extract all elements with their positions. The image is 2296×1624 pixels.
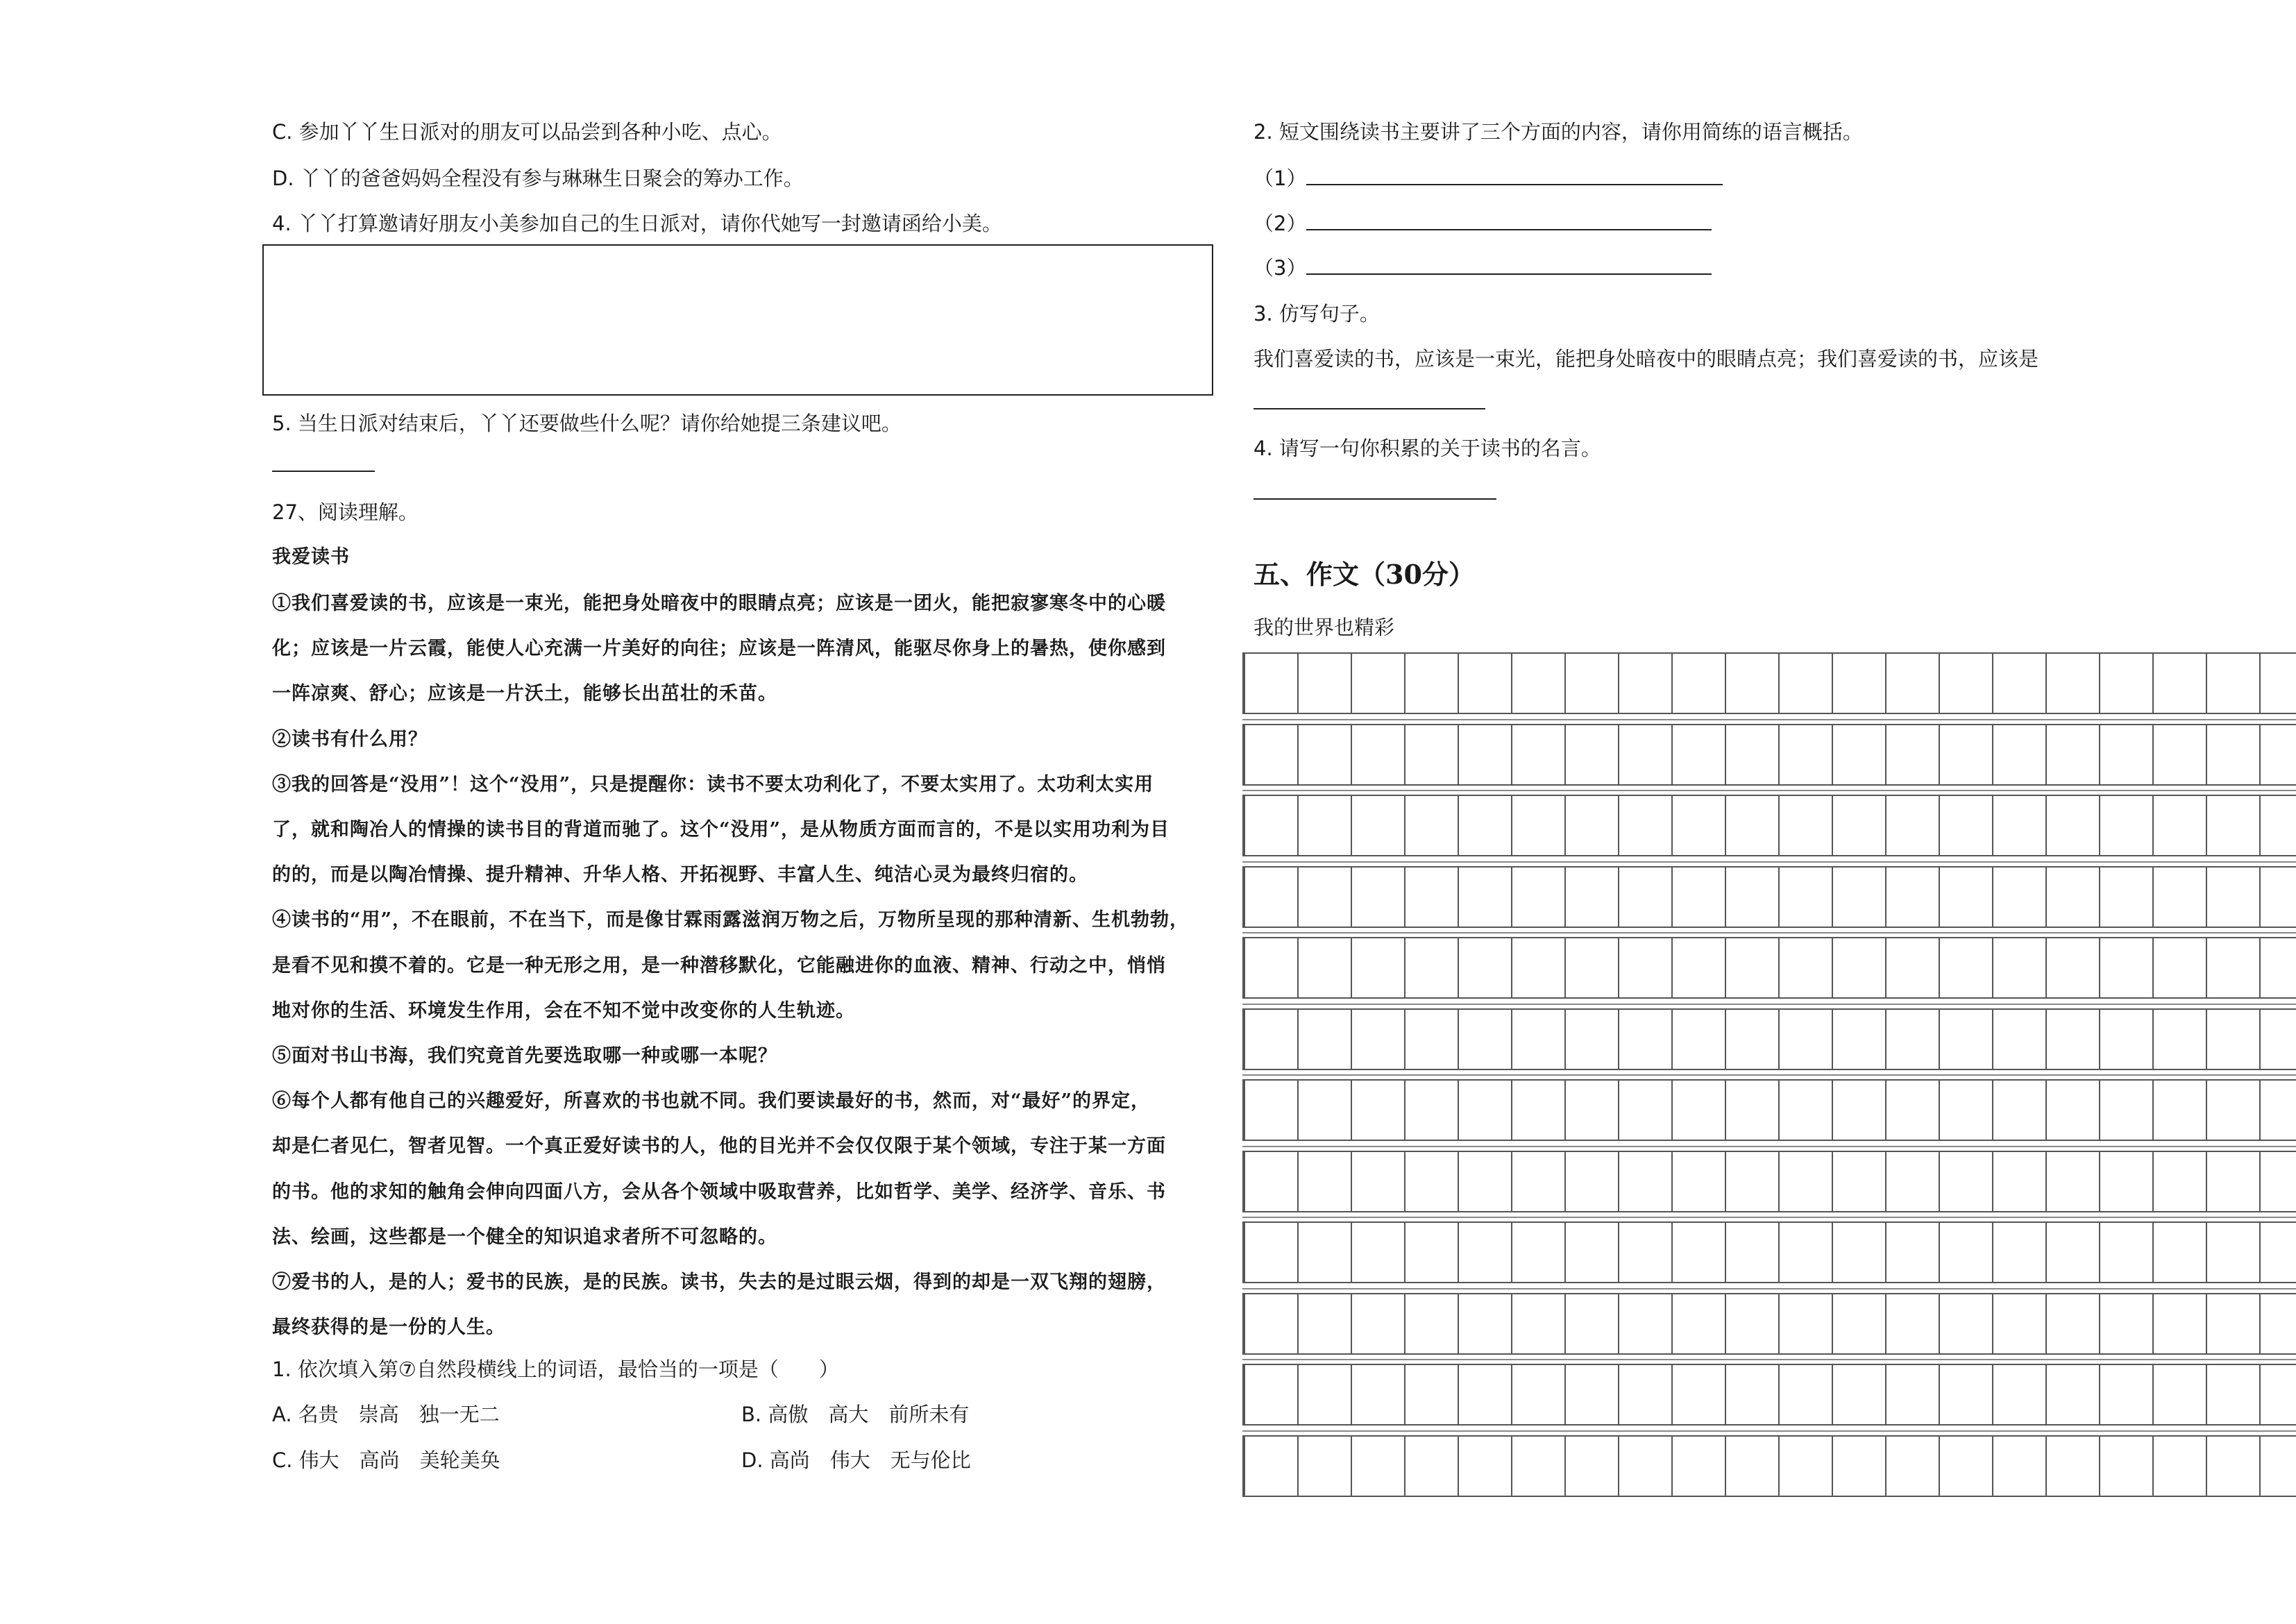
q3-option-c: C. 参加丫丫生日派对的朋友可以品尝到各种小吃、点心。 — [272, 120, 782, 144]
q2-item-2[interactable]: （2） — [1253, 210, 1712, 237]
passage-line: 一阵凉爽、舒心；应该是一片沃土，能够长出茁壮的禾苗。 — [272, 683, 777, 705]
passage-title: 我爱读书 — [272, 546, 350, 568]
q1-question: 1. 依次填入第⑦自然段横线上的词语，最恰当的一项是（ ） — [272, 1357, 839, 1381]
essay-grid-row[interactable] — [1242, 1364, 2296, 1426]
q1-option-d[interactable]: D. 高尚 伟大 无与伦比 — [741, 1448, 971, 1472]
essay-grid-row[interactable] — [1242, 1079, 2296, 1141]
q1-option-a[interactable]: A. 名贵 崇高 独一无二 — [272, 1403, 500, 1426]
passage-line: ⑥每个人都有他自己的兴趣爱好，所喜欢的书也就不同。我们要读最好的书，然而，对“最好”的界定， — [272, 1090, 1151, 1113]
essay-grid-row[interactable] — [1242, 1435, 2296, 1497]
grid-row-separator — [1242, 1004, 2296, 1005]
essay-grid-row[interactable] — [1242, 795, 2296, 856]
q2-item-1[interactable]: （1） — [1253, 164, 1723, 192]
grid-row-separator — [1242, 1430, 2296, 1432]
grid-row-separator — [1242, 1359, 2296, 1360]
grid-row-separator — [1242, 790, 2296, 791]
essay-title: 我的世界也精彩 — [1253, 616, 1395, 639]
q3-prompt: 我们喜爱读的书，应该是一束光，能把身处暗夜中的眼睛点亮；我们喜爱读的书，应该是 — [1253, 347, 2039, 371]
essay-grid-row[interactable] — [1242, 652, 2296, 714]
q2-item-3[interactable]: （3） — [1253, 254, 1712, 282]
essay-grid-row[interactable] — [1242, 1293, 2296, 1355]
section-5-heading: 五、作文（30分） — [1253, 559, 1475, 590]
passage-line: 了，就和陶冶人的情操的读书目的背道而驰了。这个“没用”，是从物质方面而言的，不是以实用功利为目 — [272, 819, 1170, 840]
passage-line: ④读书的“用”，不在眼前，不在当下，而是像甘霖雨露滋润万物之后，万物所呈现的那种清新、生机勃勃， — [272, 909, 1190, 931]
essay-grid-row[interactable] — [1242, 724, 2296, 786]
grid-row-separator — [1242, 861, 2296, 863]
grid-row-separator — [1242, 1217, 2296, 1218]
q3-answer-blank[interactable] — [1253, 389, 1485, 416]
q3-option-d: D. 丫丫的爸爸妈妈全程没有参与琳琳生日聚会的筹办工作。 — [272, 167, 804, 190]
passage-line: ⑤面对书山书海，我们究竟首先要选取哪一种或哪一本呢？ — [272, 1045, 777, 1067]
essay-grid-row[interactable] — [1242, 1008, 2296, 1070]
q2-question: 2. 短文围绕读书主要讲了三个方面的内容，请你用简练的语言概括。 — [1253, 120, 1863, 144]
essay-grid-row[interactable] — [1242, 937, 2296, 999]
grid-row-separator — [1242, 1146, 2296, 1147]
passage-line: 的的，而是以陶冶情操、提升精神、升华人格、开拓视野、丰富人生、纯洁心灵为最终归宿的。 — [272, 864, 1088, 886]
q4-answer-blank[interactable] — [1253, 479, 1496, 507]
passage-line: ③我的回答是“没用”！这个“没用”，只是提醒你：读书不要太功利化了，不要太实用了。太功利太实用 — [272, 773, 1154, 795]
invitation-answer-box[interactable] — [262, 244, 1213, 396]
q4-question: 4. 请写一句你积累的关于读书的名言。 — [1253, 437, 1601, 460]
passage-line: 化；应该是一片云霞，能使人心充满一片美好的向往；应该是一阵清风，能驱尽你身上的暑热，使你感到 — [272, 638, 1166, 660]
q1-option-b[interactable]: B. 高傲 高大 前所未有 — [741, 1403, 970, 1426]
essay-grid-row[interactable] — [1242, 1221, 2296, 1283]
essay-grid-row[interactable] — [1242, 1151, 2296, 1212]
grid-row-separator — [1242, 932, 2296, 933]
section-27-heading: 27、阅读理解。 — [272, 500, 419, 524]
q5-answer-blank[interactable] — [272, 451, 375, 479]
grid-row-separator — [1242, 1288, 2296, 1289]
q3-question: 3. 仿写句子。 — [1253, 302, 1380, 325]
grid-row-separator — [1242, 719, 2296, 720]
passage-line: ⑦爱书的人，是的人；爱书的民族，是的民族。读书，失去的是过眼云烟，得到的却是一双飞翔的翅膀， — [272, 1271, 1166, 1293]
passage-line: 却是仁者见仁，智者见智。一个真正爱好读书的人，他的目光并不会仅仅限于某个领域，专注于某一方面 — [272, 1135, 1166, 1158]
q4-question: 4. 丫丫打算邀请好朋友小美参加自己的生日派对，请你代她写一封邀请函给小美。 — [272, 212, 1002, 235]
passage-line: 地对你的生活、环境发生作用，会在不知不觉中改变你的人生轨迹。 — [272, 999, 855, 1022]
passage-line: 法、绘画，这些都是一个健全的知识追求者所不可忽略的。 — [272, 1226, 777, 1248]
q1-option-c[interactable]: C. 伟大 高尚 美轮美奂 — [272, 1448, 500, 1472]
grid-row-separator — [1242, 1074, 2296, 1076]
passage-line: ①我们喜爱读的书，应该是一束光，能把身处暗夜中的眼睛点亮；应该是一团火，能把寂寥寒冬中的心暖 — [272, 593, 1166, 614]
passage-line: 的书。他的求知的触角会伸向四面八方，会从各个领域中吸取营养，比如哲学、美学、经济学、音乐、书 — [272, 1181, 1166, 1203]
passage-line: 最终获得的是一份的人生。 — [272, 1317, 505, 1339]
passage-line: 是看不见和摸不着的。它是一种无形之用，是一种潜移默化，它能融进你的血液、精神、行动之中，悄悄 — [272, 954, 1166, 976]
passage-line: ②读书有什么用？ — [272, 728, 428, 750]
q5-question: 5. 当生日派对结束后，丫丫还要做些什么呢？请你给她提三条建议吧。 — [272, 412, 902, 435]
essay-grid-row[interactable] — [1242, 866, 2296, 928]
